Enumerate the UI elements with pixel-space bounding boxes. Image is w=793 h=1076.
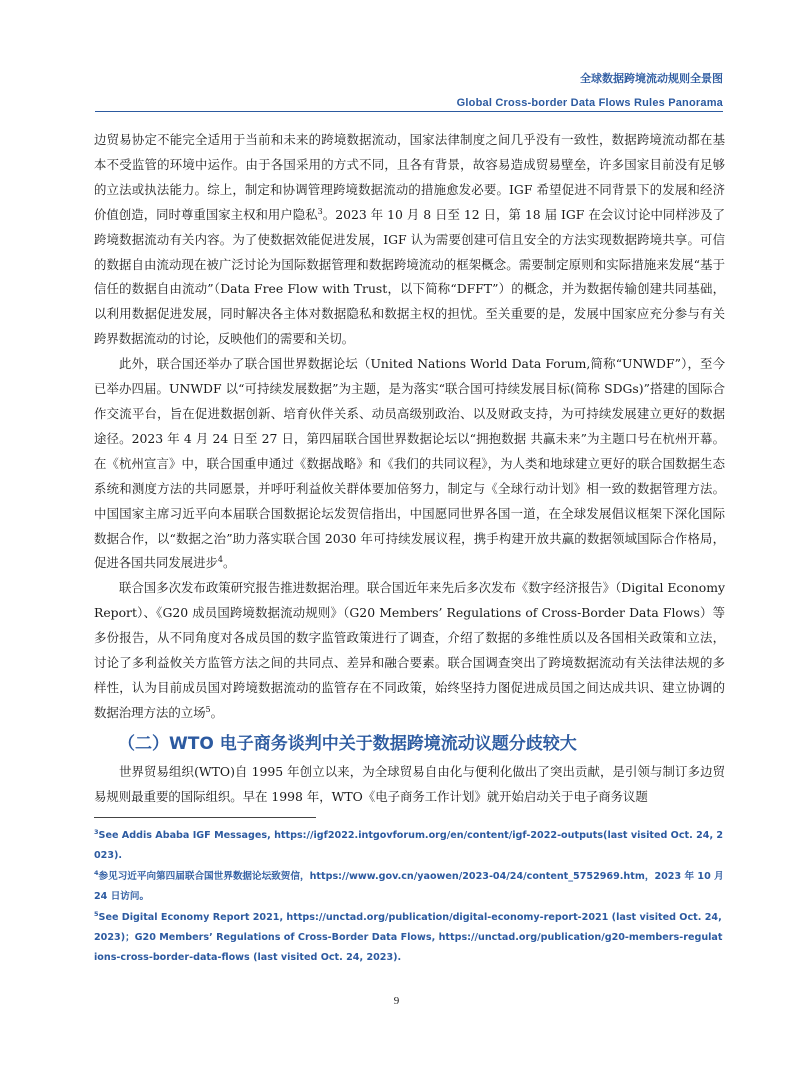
footnote-ref-4: 4 <box>217 555 223 565</box>
paragraph-3-tail: 。 <box>210 704 223 720</box>
footnote-ref-5: 5 <box>205 704 211 714</box>
paragraph-1-tail: 。2023 年 10 月 8 日至 12 日，第 18 届 IGF 在会议讨论中同样涉及了跨境数据流动有关内容。为了使数据效能促进发展，IGF 认为需要创建可信且安全的方法实现数据跨境共享。可信的数据自由流动现在被广泛讨论为国际数据管理和数据跨境流动的框架概念。需要制定原则和实际措施来发展“基于信任的数据自由流动”（Data Free Flow with Trust，以下简称“DFFT”）的概念，并为数据传输创建共同基础，以利用数据促进发展，同时解决各主体对数据隐私和数据主权的担忧。至关重要的是，发展中国家应充分参与有关跨界数据流动的讨论，反映他们的需要和关切。 <box>94 206 726 347</box>
header-divider <box>95 111 723 112</box>
paragraph-2-text: 此外，联合国还举办了联合国世界数据论坛（United Nations World Data Forum,简称“UNWDF”），至今已举办四届。UNWDF 以“可持续发展数据”为主题，是为落实“联合国可持续发展目标(简称 SDGs)”搭建的国际合作交流平台，旨在促进数据创新、培育伙伴关系、动员高级别政治、以及财政支持，为可持续发展建立更好的数据途径。2023 年 4 月 24 日至 27 日，第四届联合国世界数据论坛以“拥抱数据 共赢未来”为主题口号在杭州开幕。在《杭州宣言》中，联合国重申通过《数据战略》和《我们的共同议程》，为人类和地球建立更好的联合国数据生态系统和测度方法的共同愿景，并呼吁利益攸关群体要加倍努力，制定与《全球行动计划》相一致的数据管理方法。中国国家主席习近平向本届联合国数据论坛发贺信指出，中国愿同世界各国一道，在全球发展倡议框架下深化国际数据合作，以“数据之治”助力落实联合国 2030 年可持续发展议程，携手构建开放共赢的数据领域国际合作格局，促进各国共同发展进步 <box>94 356 725 571</box>
paragraph-1-text: 边贸易协定不能完全适用于当前和未来的跨境数据流动，国家法律制度之间几乎没有一致性，数据跨境流动都在基本不受监管的环境中运作。由于各国采用的方式不同，且各有背景，故容易造成贸易壁垒，许多国家目前没有足够的立法或执法能力。综上，制定和协调管理跨境数据流动的措施愈发必要。IGF 希望促进不同背景下的发展和经济价值创造，同时尊重国家主权和用户隐私 <box>94 132 725 222</box>
footnote-5 <box>94 908 725 968</box>
main-body <box>94 128 725 810</box>
footnote-mark: 4 <box>94 868 99 877</box>
section-heading: （二）WTO 电子商务谈判中关于数据跨境流动议题分歧较大 <box>118 733 577 754</box>
paragraph-1 <box>94 128 725 352</box>
footnote-mark: 3 <box>94 827 99 836</box>
page-number: 9 <box>393 995 400 1007</box>
paragraph-3 <box>94 576 725 725</box>
paragraph-3-text: 联合国多次发布政策研究报告推进数据治理。联合国近年来先后多次发布《数字经济报告》（Digital Economy Report）、《G20 成员国跨境数据流动规则》（G20 Members’ Regulations of Cross-Border Data Flows）等多份报告，从不同角度对各成员国的数字监管政策进行了调查，介绍了数据的多维性质以及各国相关政策和立法，讨论了多利益攸关方监管方法之间的共同点、差异和融合要素。联合国调查突出了跨境数据流动有关法律法规的多样性，认为目前成员国对跨境数据流动的监管存在不同政策，始终坚持力图促进成员国之间达成共识、建立协调的数据治理方法的立场 <box>94 580 725 720</box>
footnotes <box>94 826 725 969</box>
header-title-zh: 全球数据跨境流动规则全景图 <box>580 72 723 85</box>
footnote-ref-3: 3 <box>317 206 323 216</box>
header-title-en: Global Cross-border Data Flows Rules Panorama <box>456 97 723 109</box>
footnote-text: See Addis Ababa IGF Messages, https://igf2022.intgovforum.org/en/content/igf-2022-outputs(last visited Oct. 24, 2023). <box>94 830 724 861</box>
footnote-4 <box>94 867 725 907</box>
closing-paragraph: 世界贸易组织(WTO)自 1995 年创立以来，为全球贸易自由化与便利化做出了突出贡献，是引领与制订多边贸易规则最重要的国际组织。早在 1998 年，WTO《电子商务工作计划》就开始启动关于电子商务议题 <box>94 763 725 804</box>
footnote-text: 参见习近平向第四届联合国世界数据论坛致贺信，https://www.gov.cn/yaowen/2023-04/24/content_5752969.htm，2023 年 10 月 24 日访问。 <box>94 871 724 902</box>
footnote-3 <box>94 826 725 866</box>
paragraph-2 <box>94 352 725 576</box>
footnote-mark: 5 <box>94 909 99 918</box>
footnote-text: See Digital Economy Report 2021, https://unctad.org/publication/digital-economy-report-2021 (last visited Oct. 24, 2023)；G20 Members’ Regulations of Cross-Border Data Flows, https://unctad.org/publication/g20-members-regulations-cross-border-data-flows (last visited Oct. 24, 2023). <box>94 912 723 963</box>
footnote-divider <box>94 817 316 818</box>
running-header <box>457 70 723 109</box>
paragraph-2-tail: 。 <box>223 555 236 571</box>
